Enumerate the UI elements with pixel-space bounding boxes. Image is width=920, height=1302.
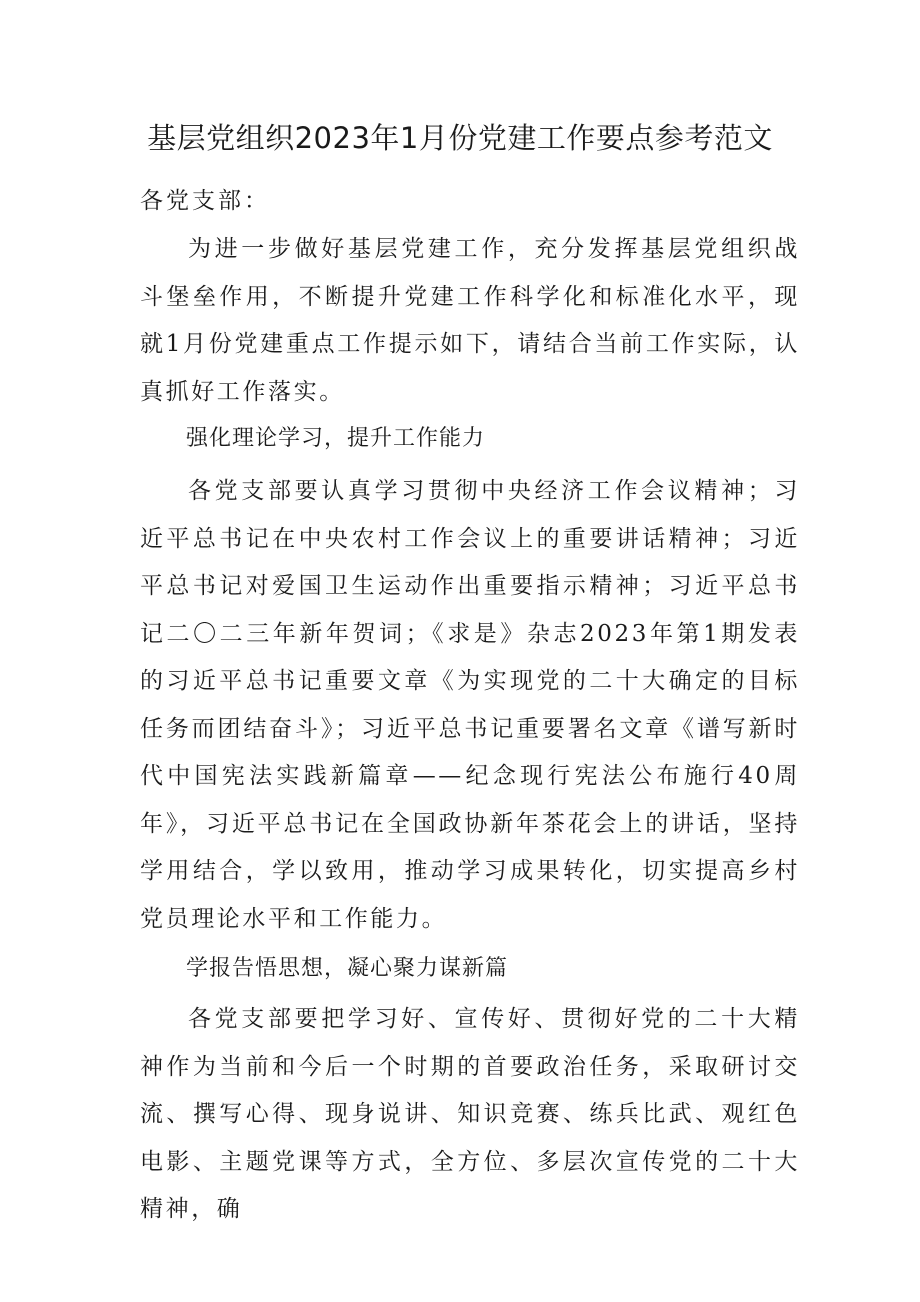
salutation: 各党支部： (140, 188, 270, 214)
section-body-1: 各党支部要认真学习贯彻中央经济工作会议精神；习近平总书记在中央农村工作会议上的重要讲话精神；习近平总书记对爱国卫生运动作出重要指示精神；习近平总书记二〇二三年新年贺词；《求是》杂志2023年第1期发表的习近平总书记重要文章《为实现党的二十大确定的目标任务而团结奋斗》；习近平总书记重要署名文章《谱写新时代中国宪法实践新篇章——纪念现行宪法公布施行40周年》，习近平总书记在全国政协新年茶花会上的讲话，坚持学用结合，学以致用，推动学习成果转化，切实提高乡村党员理论水平和工作能力。 (140, 478, 800, 932)
section-heading-2: 学报告悟思想，凝心聚力谋新篇 (186, 956, 509, 981)
document-title: 基层党组织2023年1月份党建工作要点参考范文 (147, 121, 773, 155)
section-heading-1: 强化理论学习，提升工作能力 (186, 426, 486, 451)
section-body-2: 各党支部要把学习好、宣传好、贯彻好党的二十大精神作为当前和今后一个时期的首要政治任务，采取研讨交流、撰写心得、现身说讲、知识竞赛、练兵比武、观红色电影、主题党课等方式，全方位、多层次宣传党的二十大精神，确 (140, 1006, 800, 1222)
intro-paragraph: 为进一步做好基层党建工作，充分发挥基层党组织战斗堡垒作用，不断提升党建工作科学化和标准化水平，现就1月份党建重点工作提示如下，请结合当前工作实际，认真抓好工作落实。 (140, 236, 800, 405)
